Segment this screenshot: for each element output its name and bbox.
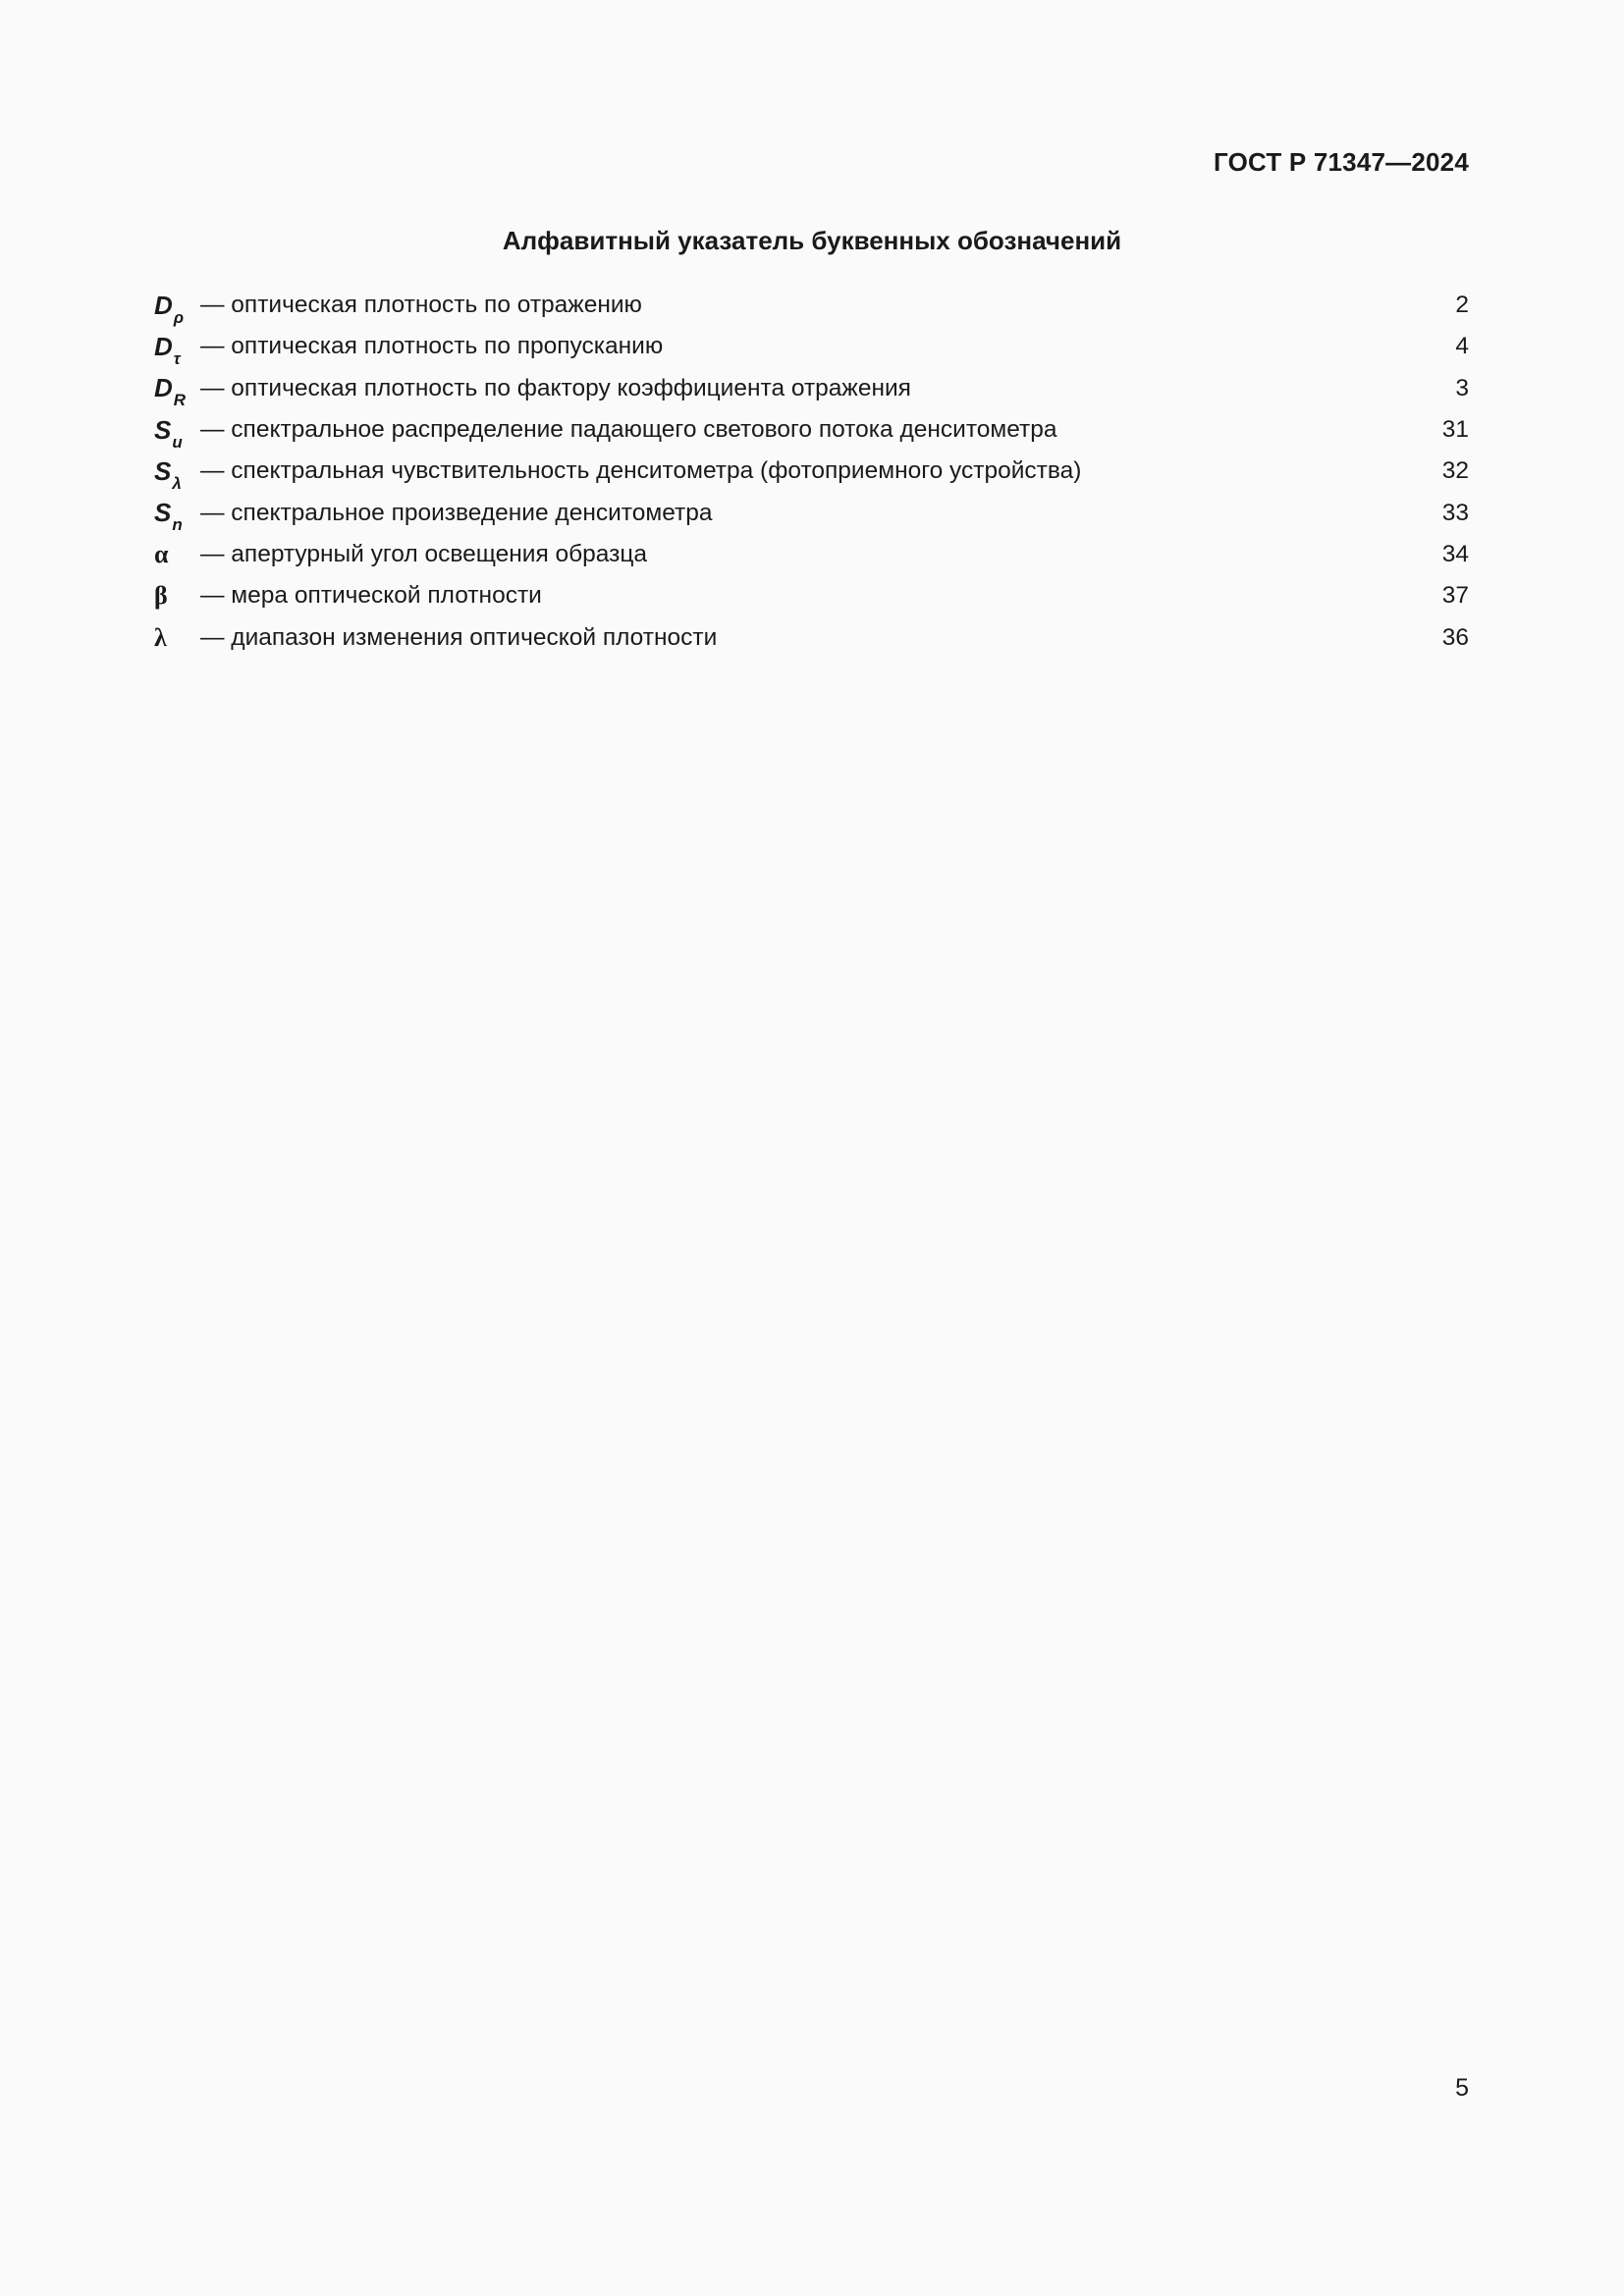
symbol-description: — спектральное произведение денситометра [200,499,713,526]
page-reference: 4 [1455,333,1469,360]
list-item [154,492,1469,533]
page-number: 5 [1455,2074,1469,2102]
symbol-description: — спектральное распределение падающего светового потока денситометра [200,416,1057,444]
page-reference: 34 [1441,540,1469,567]
list-item [154,616,1469,658]
page-reference: 33 [1441,499,1469,526]
list-item [154,451,1469,492]
page-reference: 37 [1441,582,1469,610]
symbol-subscript: n [172,515,183,535]
symbol-description: — апертурный угол освещения образца [200,540,648,567]
symbol-description: — оптическая плотность по отражению [200,292,642,319]
symbol-subscript: u [172,432,183,452]
symbol-letter: β [154,581,168,611]
symbol [154,373,200,410]
page-reference: 36 [1441,623,1469,651]
symbol-letter: D [154,331,173,361]
page-title: Алфавитный указатель буквенных обозначений [502,226,1122,255]
symbol-subscript: τ [173,348,181,368]
page-reference: 2 [1455,292,1469,319]
symbol-letter: D [154,373,173,403]
page-reference: 32 [1441,457,1469,485]
list-item [154,368,1469,409]
symbol [154,331,200,368]
symbol-description: — диапазон изменения оптической плотности [200,623,718,651]
list-item [154,534,1469,575]
symbol-description: — оптическая плотность по фактору коэффициента отражения [200,374,911,401]
symbol-description: — мера оптической плотности [200,582,542,610]
symbol [154,540,200,569]
symbol-letter: α [154,539,169,568]
document-code: ГОСТ Р 71347—2024 [1214,147,1469,177]
symbol-subscript: λ [172,473,182,493]
symbol [154,455,200,493]
symbol [154,581,200,611]
symbol-letter: D [154,290,173,320]
symbol-letter: λ [154,622,167,652]
symbol-subscript: R [173,391,187,410]
symbol-description: — спектральная чувствительность денситометра (фотоприемного устройства) [200,457,1082,485]
symbol [154,290,200,327]
symbol-letter: S [154,455,172,486]
list-item [154,575,1469,616]
list-item [154,409,1469,451]
symbol-description: — оптическая плотность по пропусканию [200,333,664,360]
symbol-subscript: ρ [173,307,185,327]
list-item [154,285,1469,326]
page-reference: 3 [1455,374,1469,401]
list-item [154,326,1469,367]
symbol [154,498,200,535]
symbol [154,623,200,653]
page-reference: 31 [1441,416,1469,444]
symbol [154,414,200,452]
symbol-letter: S [154,414,172,445]
symbol-letter: S [154,498,172,528]
symbol-index-list [154,285,1469,659]
